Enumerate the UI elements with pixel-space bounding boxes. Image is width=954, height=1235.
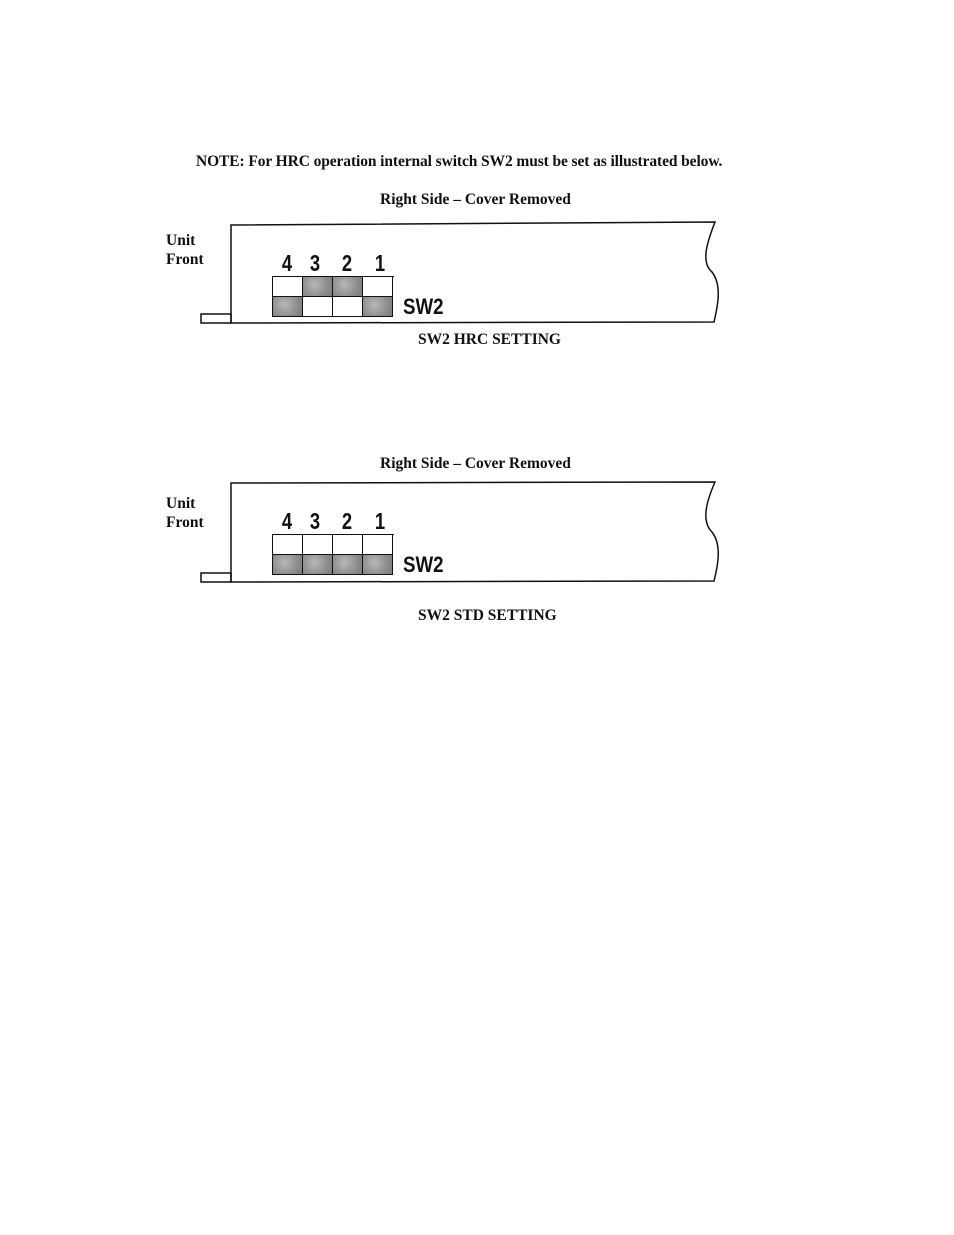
panel-title: Right Side – Cover Removed <box>380 191 571 208</box>
panel-title: Right Side – Cover Removed <box>380 455 571 472</box>
switch-cell <box>333 535 363 555</box>
switch-cell <box>303 535 333 555</box>
unit-label-line2: Front <box>166 514 204 531</box>
switch-grid <box>272 534 394 575</box>
switch-cell <box>363 535 393 555</box>
switch-label: SW2 <box>403 552 444 577</box>
switch-number: 4 <box>281 250 293 276</box>
switch-label: SW2 <box>403 294 444 319</box>
unit-label-line1: Unit <box>166 495 196 512</box>
unit-label-line1: Unit <box>166 232 196 249</box>
unit-outline <box>0 0 954 600</box>
switch-numbers <box>272 510 394 532</box>
switch-number: 1 <box>374 250 386 276</box>
switch-cell <box>273 555 303 575</box>
note-text: NOTE: For HRC operation internal switch SW2 must be set as illustrated below. <box>196 153 723 170</box>
switch-number: 1 <box>374 508 386 534</box>
switch-number: 4 <box>281 508 293 534</box>
unit-label-line2: Front <box>166 251 204 268</box>
switch-cell <box>273 535 303 555</box>
switch-number: 3 <box>309 250 321 276</box>
setting-caption: SW2 STD SETTING <box>418 607 557 624</box>
switch-number: 3 <box>309 508 321 534</box>
switch-cell <box>333 555 363 575</box>
setting-caption: SW2 HRC SETTING <box>418 331 561 348</box>
switch-number: 2 <box>341 508 353 534</box>
switch-cell <box>363 555 393 575</box>
switch-number: 2 <box>341 250 353 276</box>
switch-cell <box>303 555 333 575</box>
